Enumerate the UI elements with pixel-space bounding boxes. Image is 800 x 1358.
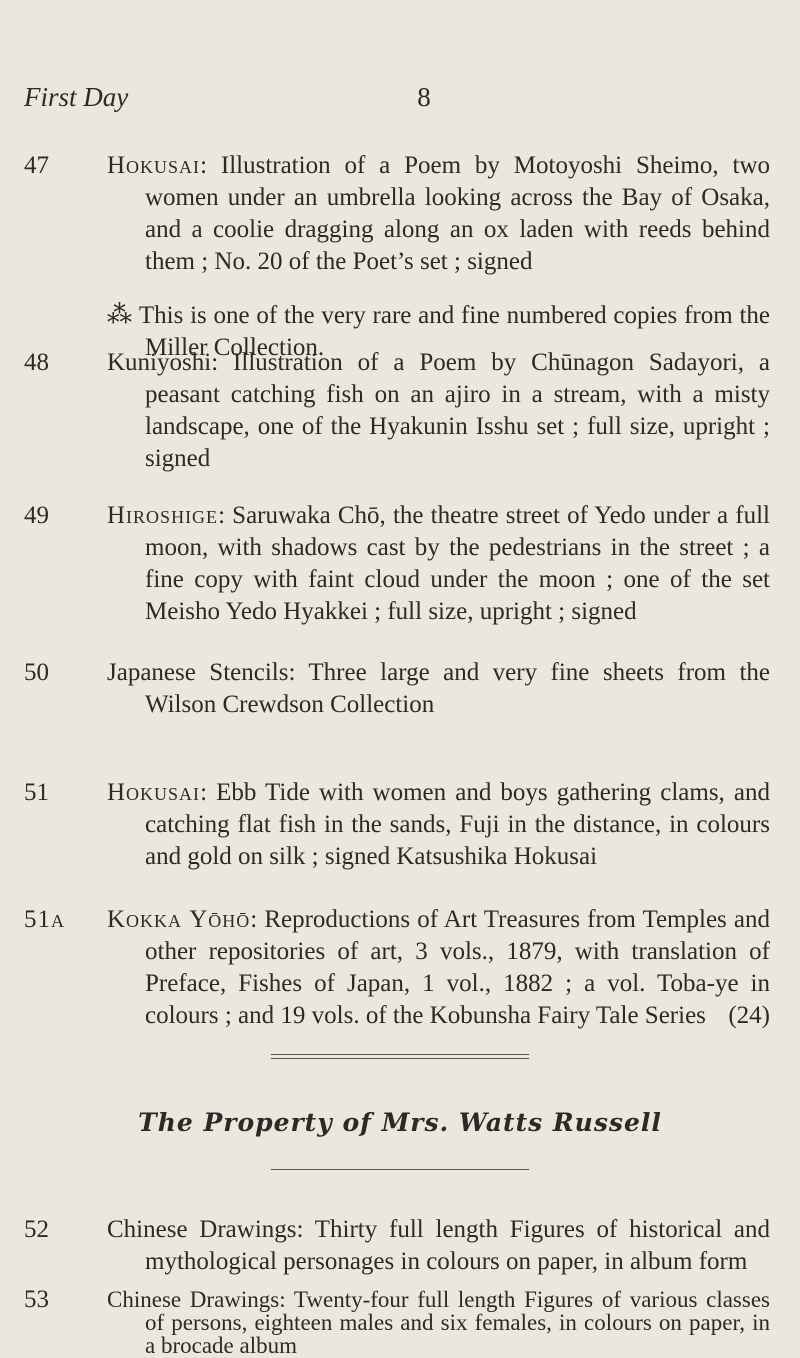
section-divider-top: [271, 1054, 529, 1059]
lot-note: ⁂ This is one of the very rare and fine numbered copies from the Miller Collection.: [107, 302, 770, 361]
running-title: First Day: [24, 82, 129, 112]
lot-number: 51a: [24, 906, 65, 933]
lot-47: [24, 150, 770, 364]
lot-description: : Ebb Tide with women and boys gathering clams, and catching flat fish in the sands, Fuji in the distance, in colours and gold on silk ; signed Katsushika Hokusai: [145, 779, 770, 870]
lot-description: Chinese Drawings: Twenty-four full length Figures of various classes of persons, eighteen males and six females, in colours on paper, in a brocade album: [107, 1287, 770, 1358]
lot-number: 47: [24, 152, 49, 179]
page-number: 8: [417, 82, 431, 112]
section-divider-bottom: [271, 1169, 529, 1170]
lot-artist: Kuniyoshi: [107, 349, 212, 376]
lot-50: [24, 657, 770, 721]
lot-description: : Illustration of a Poem by Chūnagon Sadayori, a peasant catching fish on an ajiro in a stream, with a misty landscape, one of the Hyakunin Isshu set ; full size, upright ; signed: [145, 349, 770, 472]
lot-51: [24, 777, 770, 873]
lot-description: Chinese Drawings: Thirty full length Figures of historical and mythological personages in colours on paper, in album form: [107, 1216, 770, 1275]
lot-artist: Kokka Yōhō: [107, 906, 251, 933]
lot-number: 50: [24, 659, 49, 686]
lot-number: 48: [24, 349, 49, 376]
lot-53: [24, 1288, 770, 1357]
lot-number: 53: [24, 1286, 49, 1313]
lot-description: : Saruwaka Chō, the theatre street of Yedo under a full moon, with shadows cast by the pedestrians in the street ; a fine copy with faint cloud under the moon ; one of the set Meisho Yedo Hyakkei ; full size, upright ; signed: [145, 502, 770, 625]
lot-52: [24, 1214, 770, 1278]
lot-item-count: (24): [728, 1002, 770, 1029]
lot-description: : Reproductions of Art Treasures from Temples and other repositories of art, 3 vols., 1879, with translation of Preface, Fishes of Japan, 1 vol., 1882 ; a vol. Toba-ye in colours ; and 19 vols. of the Kobunsha Fairy Tale Series: [145, 906, 770, 1029]
lot-49: [24, 500, 770, 628]
lot-description: Japanese Stencils: Three large and very fine sheets from the Wilson Crewdson Collection: [107, 659, 770, 718]
page-header: [24, 82, 776, 122]
lot-artist: Hokusai: [107, 152, 201, 179]
lot-48: [24, 347, 770, 475]
lot-number: 51: [24, 779, 49, 806]
lot-description: : Illustration of a Poem by Motoyoshi Sheimo, two women under an umbrella looking across the Bay of Osaka, and a coolie dragging along an ox laden with reeds behind them ; No. 20 of the Poet’s set ; signed: [145, 152, 770, 275]
lot-number: 52: [24, 1216, 49, 1243]
lot-artist: Hiroshige: [107, 502, 219, 529]
lot-number: 49: [24, 502, 49, 529]
lot-artist: Hokusai: [107, 779, 201, 806]
lot-51a: [24, 904, 770, 1032]
section-heading: The Property of Mrs. Watts Russell: [138, 1108, 662, 1137]
